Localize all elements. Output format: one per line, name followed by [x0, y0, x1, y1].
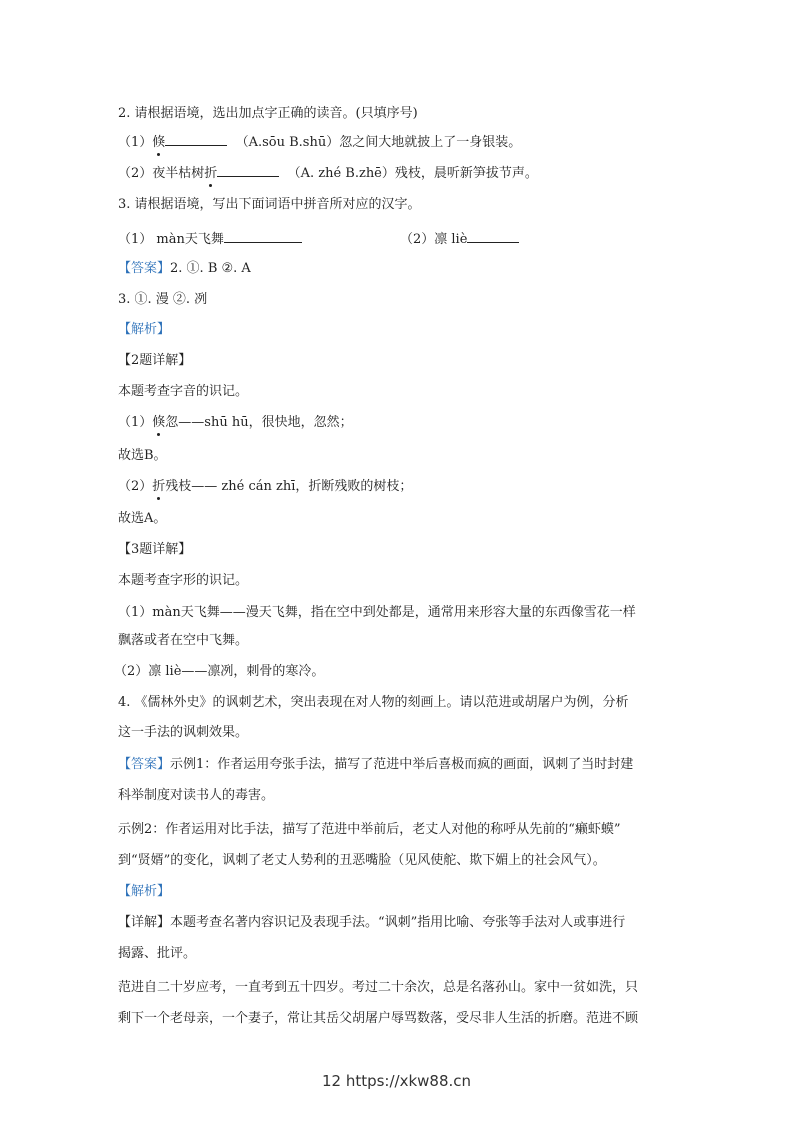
detail-2-line-1-number: （1）: [118, 415, 153, 430]
detail-4-line-1: [118, 915, 625, 931]
detail-3-tag: 【3题详解】: [118, 542, 192, 557]
q2-item-2-options: （A. zhé B.zhē）残枝，晨听新笋拔节声。: [287, 166, 538, 181]
page-footer: 12 https://xkw88.cn: [321, 1072, 472, 1090]
detail-2-pick-1: 故选B。: [118, 448, 167, 463]
q4-line-2: 这一手法的讽刺效果。: [118, 725, 249, 740]
detail-3-intro: 本题考查字形的识记。: [118, 573, 249, 588]
detail-2-line-1: [118, 415, 353, 431]
q3-item-2-wrap: [400, 230, 519, 248]
answer-2-line-1: [118, 757, 633, 773]
detail-4-line-2: 揭露、批评。: [118, 946, 197, 961]
q2-item-1-dotted-char: 倏: [152, 135, 166, 150]
answer-tag: 【答案】: [118, 261, 171, 276]
detail-2-line-1-text: 忽——shū hū，很快地，忽然；: [165, 415, 353, 430]
q2-item-2-prefix: 夜半枯树: [152, 166, 205, 181]
q2-item-2: [118, 164, 538, 182]
detail-2-tag: 【2题详解】: [118, 353, 192, 368]
detail-4-line-4: 剩下一个老母亲，一个妻子，常让其岳父胡屠户辱骂数落，受尽非人生活的折磨。范进不顾: [118, 1011, 639, 1026]
detail-4-tag: 【详解】: [118, 915, 171, 930]
detail-2-pick-2: 故选A。: [118, 511, 167, 526]
answer-1: [118, 261, 251, 277]
detail-2-line-2-text: 残枝—— zhé cán zhī，折断残败的树枝；: [165, 479, 413, 494]
detail-2-line-2: [118, 479, 412, 495]
analysis-tag-2: 【解析】: [118, 884, 171, 899]
detail-3-line-1a: （1）màn天飞舞——漫天飞舞，指在空中到处都是，通常用来形容大量的东西像雪花一样: [118, 605, 636, 620]
q2-item-1: [118, 133, 521, 151]
detail-3-line-1b: 飘落或者在空中飞舞。: [118, 633, 249, 648]
answer-2-line-4: 到“贤婿”的变化，讽刺了老丈人势利的丑恶嘴脸（见风使舵、欺下媚上的社会风气）。: [118, 853, 606, 868]
detail-4-line-3: 范进自二十岁应考，一直考到五十四岁。考过二十余次，总是名落孙山。家中一贫如洗，只: [118, 980, 639, 995]
analysis-tag-1: 【解析】: [118, 322, 171, 337]
q2-item-2-dotted-char: 折: [204, 166, 218, 181]
q3-item-2-blank: [467, 230, 519, 243]
q2-item-1-blank: [165, 133, 227, 146]
detail-2-intro: 本题考查字音的识记。: [118, 384, 249, 399]
q2-stem: 2. 请根据语境，选出加点字正确的读音。(只填序号): [118, 106, 418, 121]
answer-2-line-2: 科举制度对读书人的毒害。: [118, 788, 275, 803]
answer-1-text: 2. ①. B ②. A: [170, 261, 251, 276]
q2-item-2-number: （2）: [118, 166, 153, 181]
answer-1b: 3. ①. 漫 ②. 冽: [118, 292, 208, 307]
q3-item-1: （1） màn天飞舞: [118, 232, 224, 247]
answer-2-tag: 【答案】: [118, 757, 171, 772]
answer-2-text-1: 示例1：作者运用夸张手法，描写了范进中举后喜极而疯的画面，讽刺了当时封建: [170, 757, 634, 772]
q2-item-2-blank: [217, 164, 279, 177]
q3-item-1-blank: [224, 230, 302, 243]
detail-4-text-1: 本题考查名著内容识记及表现手法。“讽刺”指用比喻、夸张等手法对人或事进行: [170, 915, 626, 930]
q3-stem: 3. 请根据语境，写出下面词语中拼音所对应的汉字。: [118, 197, 421, 212]
detail-2-line-2-number: （2）: [118, 479, 153, 494]
q3-item-2: （2）凛 liè: [400, 232, 468, 247]
q2-item-1-number: （1）: [118, 135, 153, 150]
answer-2-line-3: 示例2：作者运用对比手法，描写了范进中举前后，老丈人对他的称呼从先前的“癞虾蟆”: [118, 822, 621, 837]
detail-3-line-2: （2）凛 liè——凛冽，刺骨的寒冷。: [114, 664, 325, 679]
detail-2-line-1-dotted-char: 倏: [152, 415, 166, 430]
q4-line-1: 4. 《儒林外史》的讽刺艺术，突出表现在对人物的刻画上。请以范进或胡屠户为例，分析: [118, 695, 629, 710]
q2-item-1-options: （A.sōu B.shū）忽之间大地就披上了一身银装。: [235, 135, 522, 150]
detail-2-line-2-dotted-char: 折: [152, 479, 166, 494]
q3-items: [118, 230, 678, 248]
